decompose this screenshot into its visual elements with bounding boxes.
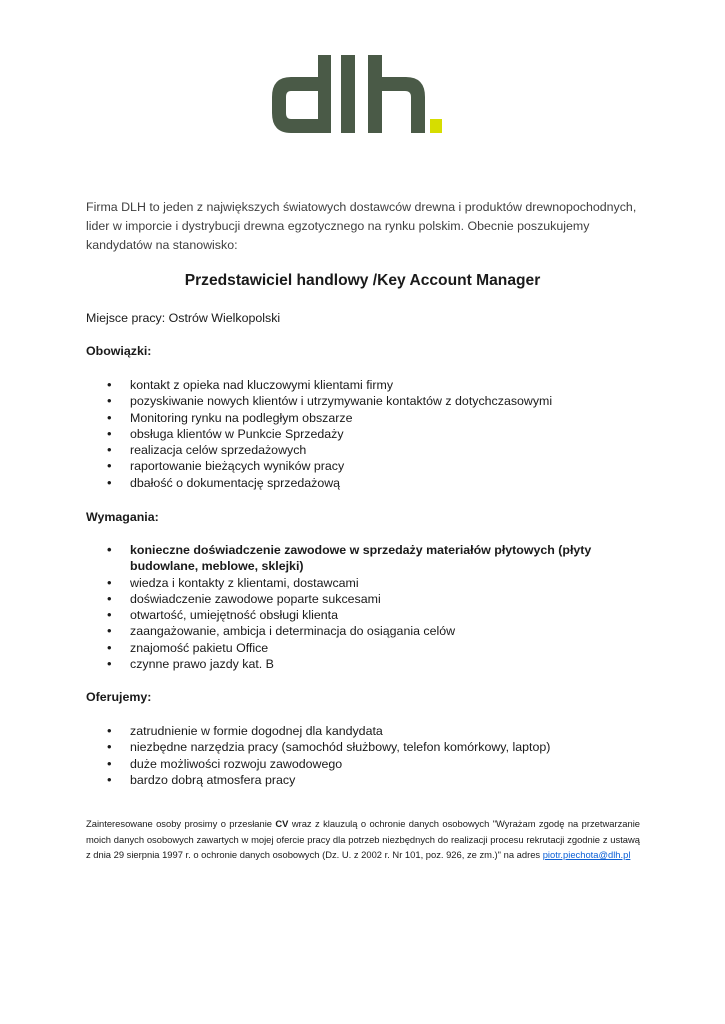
list-item: • wiedza i kontakty z klientami, dostawcami — [86, 575, 642, 591]
list-item: • doświadczenie zawodowe poparte sukcesami — [86, 591, 642, 607]
list-item: • dbałość o dokumentację sprzedażową — [86, 475, 642, 491]
logo-dot — [430, 119, 442, 133]
footer-text-after: wraz z klauzulą o ochronie danych osobowych "Wyrażam zgodę na przetwarzanie moich danych osobowych zawartych w mojej ofercie pracy dla potrzeb niezbędnych do realizacji procesu rekrutacji zgodnie z ustawą z dnia 29 sierpnia 1997 r. o ochronie danych osobowych (Dz. U. z 2002 r. Nr 101, poz. 926, ze zm.)" na adres — [86, 818, 640, 861]
list-item: • pozyskiwanie nowych klientów i utrzymywanie kontaktów z dotychczasowymi — [86, 393, 642, 409]
list-item: • bardzo dobrą atmosfera pracy — [86, 772, 642, 788]
list-item: • realizacja celów sprzedażowych — [86, 442, 642, 458]
list-item: • znajomość pakietu Office — [86, 640, 642, 656]
list-item: • raportowanie bieżących wyników pracy — [86, 458, 642, 474]
offer-heading: Oferujemy: — [86, 690, 152, 704]
requirements-heading: Wymagania: — [86, 510, 159, 524]
intro-paragraph: Firma DLH to jeden z największych światowych dostawców drewna i produktów drewnopochodnych, lider w imporcie i dystrybucji drewna egzotycznego na rynku polskim. Obecnie poszukujemy kandydatów na stanowisko: — [86, 200, 637, 252]
duties-heading: Obowiązki: — [86, 344, 152, 358]
offer-list — [86, 723, 642, 788]
list-item: • Monitoring rynku na podległym obszarze — [86, 410, 642, 426]
work-location: Miejsce pracy: Ostrów Wielkopolski — [86, 311, 281, 325]
requirements-list — [86, 542, 642, 672]
footer-text-before: Zainteresowane osoby prosimy o przesłanie — [86, 818, 276, 829]
application-note — [86, 816, 640, 863]
list-item: • konieczne doświadczenie zawodowe w sprzedaży materiałów płytowych (płyty budowlane, meblowe, sklejki) — [86, 542, 642, 575]
list-item: • zatrudnienie w formie dogodnej dla kandydata — [86, 723, 642, 739]
list-item: • czynne prawo jazdy kat. B — [86, 656, 642, 672]
list-item: • otwartość, umiejętność obsługi klienta — [86, 607, 642, 623]
duties-list — [86, 377, 642, 491]
job-title: Przedstawiciel handlowy /Key Account Manager — [184, 272, 541, 289]
list-item: • kontakt z opieka nad kluczowymi klientami firmy — [86, 377, 642, 393]
list-item: • obsługa klientów w Punkcie Sprzedaży — [86, 426, 642, 442]
cv-label: CV — [275, 818, 289, 829]
dlh-logo — [272, 55, 444, 135]
list-item: • duże możliwości rozwoju zawodowego — [86, 756, 642, 772]
email-link[interactable]: piotr.piechota@dlh.pl — [542, 849, 631, 861]
list-item: • zaangażowanie, ambicja i determinacja do osiągania celów — [86, 623, 642, 639]
list-item: • niezbędne narzędzia pracy (samochód służbowy, telefon komórkowy, laptop) — [86, 739, 642, 755]
